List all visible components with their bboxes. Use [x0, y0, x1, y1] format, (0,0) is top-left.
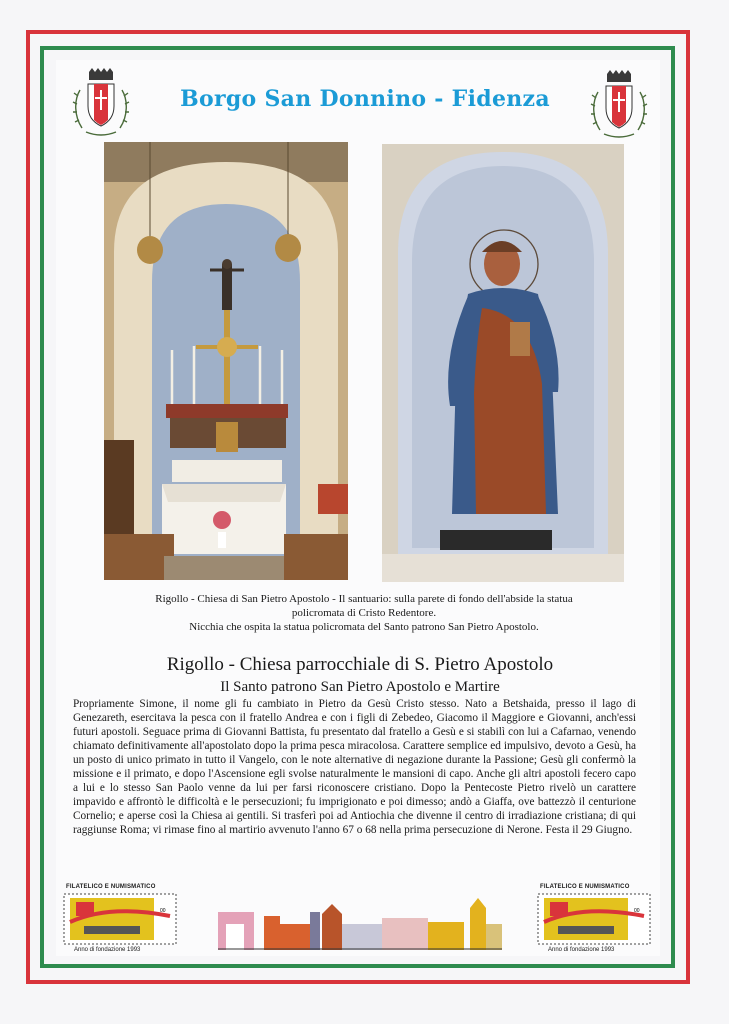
- article-subheading: Il Santo patrono San Pietro Apostolo e Martire: [220, 679, 500, 695]
- philatelic-stamp-right: [536, 884, 654, 956]
- caption-line-2: policromata di Cristo Redentore.: [291, 607, 437, 619]
- stamp-org-label: FILATELICO E NUMISMATICO: [66, 884, 156, 890]
- stamp-emblem-icon: [62, 892, 180, 946]
- stamp-emblem-icon: [536, 892, 654, 946]
- photo-caption: [90, 592, 638, 634]
- svg-text:00: 00: [160, 908, 166, 914]
- stamp-year-label: Anno di fondazione 1993: [74, 947, 141, 953]
- stamp-org-label: FILATELICO E NUMISMATICO: [540, 884, 630, 890]
- page-title: Borgo San Donnino - Fidenza: [180, 86, 550, 112]
- sanctuary-altar-photo: [104, 142, 348, 580]
- philatelic-stamp-left: [62, 884, 180, 956]
- saint-peter-statue-photo: [382, 144, 624, 582]
- svg-text:00: 00: [634, 908, 640, 914]
- caption-line-1: Rigollo - Chiesa di San Pietro Apostolo - Il santuario: sulla parete di fondo dell'abside la statua: [155, 593, 573, 605]
- coat-of-arms-icon: [590, 68, 648, 142]
- coat-of-arms-icon: [72, 66, 130, 140]
- caption-line-3: Nicchia che ospita la statua policromata del Santo patrono San Pietro Apostolo.: [189, 621, 539, 633]
- stamp-year-label: Anno di fondazione 1993: [548, 947, 615, 953]
- town-skyline-illustration: [218, 894, 502, 950]
- article-heading: Rigollo - Chiesa parrocchiale di S. Pietro Apostolo: [166, 654, 554, 675]
- article-body: Propriamente Simone, il nome gli fu cambiato in Pietro da Gesù Cristo stesso. Nato a Betshaida, presso il lago di Genezareth, esercitava la pesca con il fratello Andrea e con i figli di Zebedeo, Giacomo il Maggiore e Giovanni, anch'essi futuri apostoli. Seguace prima di Giovanni Battista, fu presentato dal fratello a Gesù e si stabilì con lui a Cafarnao, venendo chiamato definitivamente all'apostolato dopo la prima pesca miracolosa. Carattere semplice ed impulsivo, devoto a Gesù, ha un posto di unico primato in tutto il Vangelo, con le note alternative di negazione durante la Passione; Gesù gli confermò la missione e il primato, e dopo l'Ascensione egli svolse naturalmente le mansioni di capo. Anche gli altri apostoli fecero capo a lui e lo stesso San Paolo venne da lui per farsi riconoscere cristiano. Dopo la Pentecoste Pietro rivelò un carattere impavido e affrontò le difficoltà e le persecuzioni; fu imprigionato e poi dimesso; andò a Giaffa, ove battezzò il centurione Cornelio; e aperse così la Chiesa ai gentili. Si trasferì poi ad Antiochia che divenne il centro di irradiazione cristiana; di qui raggiunse Roma; vi rimase fino al martirio avvenuto l'anno 67 o 68 nella prima persecuzione di Nerone. Festa il 29 Giugno.: [73, 698, 636, 836]
